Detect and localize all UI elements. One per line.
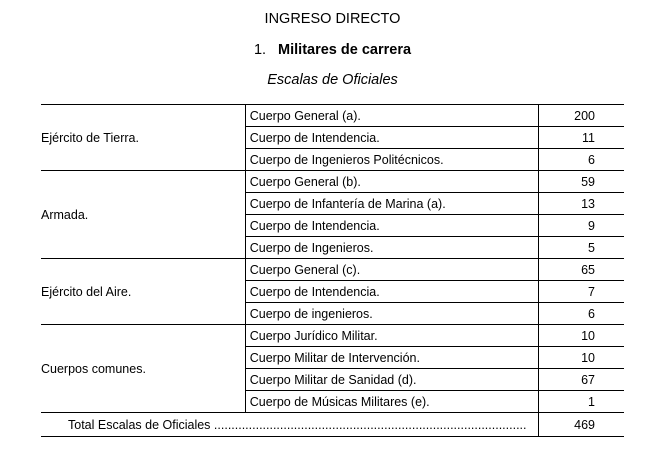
officer-scales-table <box>41 104 624 437</box>
corps-value: 6 <box>538 149 624 171</box>
section-heading <box>0 42 665 58</box>
total-label-cell <box>41 413 538 437</box>
corps-value: 6 <box>538 303 624 325</box>
corps-name: Cuerpo General (c). <box>245 259 538 281</box>
table-row <box>41 105 624 127</box>
corps-value: 65 <box>538 259 624 281</box>
group-name: Ejército del Aire. <box>41 259 245 325</box>
corps-name: Cuerpo de Ingenieros. <box>245 237 538 259</box>
corps-name: Cuerpo de Intendencia. <box>245 281 538 303</box>
section-title: Militares de carrera <box>278 42 412 58</box>
table-row <box>41 259 624 281</box>
group-name: Cuerpos comunes. <box>41 325 245 413</box>
corps-name: Cuerpo de Músicas Militares (e). <box>245 391 538 413</box>
corps-name: Cuerpo Militar de Intervención. <box>245 347 538 369</box>
dot-leader: .......................................................................................... <box>213 417 527 432</box>
table-row <box>41 325 624 347</box>
group-name: Armada. <box>41 171 245 259</box>
corps-value: 9 <box>538 215 624 237</box>
corps-name: Cuerpo de Intendencia. <box>245 127 538 149</box>
corps-name: Cuerpo de ingenieros. <box>245 303 538 325</box>
corps-value: 13 <box>538 193 624 215</box>
corps-name: Cuerpo General (a). <box>245 105 538 127</box>
corps-value: 200 <box>538 105 624 127</box>
section-subtitle: Escalas de Oficiales <box>267 72 398 88</box>
corps-value: 11 <box>538 127 624 149</box>
corps-name: Cuerpo de Intendencia. <box>245 215 538 237</box>
page-title: INGRESO DIRECTO <box>264 11 401 27</box>
corps-name: Cuerpo General (b). <box>245 171 538 193</box>
corps-value: 10 <box>538 347 624 369</box>
corps-value: 59 <box>538 171 624 193</box>
table-row <box>41 171 624 193</box>
corps-value: 7 <box>538 281 624 303</box>
corps-value: 67 <box>538 369 624 391</box>
total-row <box>41 413 624 437</box>
total-label: Total Escalas de Oficiales <box>68 417 211 432</box>
corps-name: Cuerpo Militar de Sanidad (d). <box>245 369 538 391</box>
corps-name: Cuerpo de Ingenieros Politécnicos. <box>245 149 538 171</box>
corps-value: 1 <box>538 391 624 413</box>
group-name: Ejército de Tierra. <box>41 105 245 171</box>
total-value: 469 <box>538 413 624 437</box>
corps-value: 5 <box>538 237 624 259</box>
corps-value: 10 <box>538 325 624 347</box>
corps-name: Cuerpo de Infantería de Marina (a). <box>245 193 538 215</box>
corps-name: Cuerpo Jurídico Militar. <box>245 325 538 347</box>
section-number: 1. <box>253 42 267 58</box>
